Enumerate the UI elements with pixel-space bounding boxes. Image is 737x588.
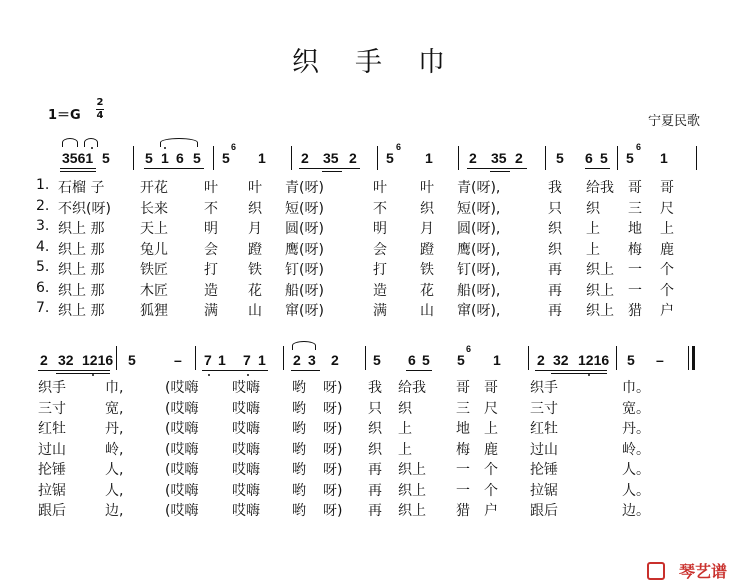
lyric-word: 1.: [36, 177, 50, 193]
beam: [38, 370, 110, 371]
lyric-word: 木匠: [140, 282, 168, 299]
lyric-word: 呀): [323, 421, 343, 437]
lyric-word: 6.: [36, 279, 50, 296]
key-signature: 1＝G: [48, 108, 81, 123]
lyric-word: 呀): [323, 482, 343, 499]
lyric-word: 山: [248, 303, 262, 319]
lyric-word: 梅: [628, 241, 642, 258]
beam: [585, 168, 610, 169]
lyric-word: (哎嗨: [165, 462, 199, 478]
lyric-word: 哎嗨: [232, 380, 260, 396]
lyric-word: 呀): [323, 400, 343, 417]
note: 6: [585, 150, 593, 166]
note: 5: [222, 150, 230, 166]
lyric-word: 织上 那: [58, 282, 105, 299]
high-octave-dot: [91, 147, 93, 149]
note: 32: [553, 352, 569, 368]
lyric-word: 满: [373, 303, 387, 319]
beam: [202, 370, 268, 371]
song-title: [0, 40, 737, 79]
note: 6: [408, 352, 416, 368]
lyric-word: 猎: [456, 503, 470, 519]
lyric-word: 青(呀),: [457, 180, 501, 196]
lyric-word: 尺: [484, 400, 498, 417]
lyric-word: 再: [548, 303, 562, 319]
lyric-word: 蹬: [420, 241, 434, 258]
lyric-word: 给我: [398, 380, 426, 396]
lyric-word: 兔儿: [140, 241, 168, 258]
lyric-word: 铁匠: [140, 262, 168, 278]
slur: [292, 341, 316, 350]
watermark-logo: 琴艺谱: [678, 562, 727, 581]
lyric-word: 个: [484, 462, 498, 478]
barline: [213, 146, 214, 170]
lyric-word: 岭,: [105, 441, 124, 458]
beam: [551, 373, 607, 374]
barline: [458, 146, 459, 170]
lyric-word: 梅: [456, 441, 470, 458]
title-char: 手: [355, 47, 382, 78]
barline: [195, 346, 196, 370]
lyric-word: 5.: [36, 259, 50, 275]
lyric-word: 上: [398, 421, 412, 437]
lyric-word: 只: [548, 200, 562, 217]
lyric-word: 过山: [38, 441, 66, 458]
note: –: [174, 352, 182, 368]
lyric-word: 人,: [105, 462, 124, 478]
lyric-word: (哎嗨: [165, 380, 199, 396]
barline: [696, 146, 697, 170]
note: 5: [422, 352, 430, 368]
barline: [545, 146, 546, 170]
note: 35: [323, 150, 339, 166]
lyric-word: 哟: [292, 441, 306, 458]
lyric-word: 哟: [292, 462, 306, 478]
lyric-word: 户: [660, 303, 674, 319]
lyric-word: 人,: [105, 482, 124, 499]
lyric-word: 给我: [586, 180, 614, 196]
lyric-word: 3.: [36, 218, 50, 234]
low-octave-dot: [588, 374, 590, 376]
note: 5: [128, 352, 136, 368]
lyric-word: 哥: [456, 380, 470, 396]
lyric-word: 织上: [586, 282, 614, 299]
lyric-word: 织: [586, 200, 600, 217]
lyric-word: 明: [204, 221, 218, 237]
final-barline-thick: [692, 346, 695, 370]
lyric-word: 哟: [292, 503, 306, 519]
note: –: [656, 352, 664, 368]
lyric-word: 三寸: [530, 400, 558, 417]
lyric-word: 窜(呀),: [457, 303, 501, 319]
lyric-word: 哥: [484, 380, 498, 396]
low-octave-dot: [247, 374, 249, 376]
lyric-word: 拉锯: [38, 482, 66, 499]
lyric-word: 铁: [420, 262, 434, 278]
lyric-word: 哎嗨: [232, 400, 260, 417]
note: 2: [331, 352, 339, 368]
lyric-word: 会: [204, 241, 218, 258]
lyric-word: 红牡: [38, 421, 66, 437]
lyric-word: (哎嗨: [165, 482, 199, 499]
note: 5: [145, 150, 153, 166]
lyric-word: (哎嗨: [165, 441, 199, 458]
grace-note: 6: [466, 344, 472, 354]
beam: [56, 373, 110, 374]
lyric-word: 抡锤: [38, 462, 66, 478]
note: 5: [457, 352, 465, 368]
lyric-word: 织上 那: [58, 221, 105, 237]
lyric-word: 人。: [622, 482, 650, 499]
lyric-word: 人。: [622, 462, 650, 478]
lyric-word: 红牡: [530, 421, 558, 437]
barline: [116, 346, 117, 370]
time-signature: [96, 98, 104, 121]
lyric-word: 抡锤: [530, 462, 558, 478]
lyric-word: 再: [368, 462, 382, 478]
lyric-word: 月: [420, 221, 434, 237]
lyric-word: 跟后: [38, 503, 66, 519]
note: 35: [491, 150, 507, 166]
lyric-word: 哥: [660, 180, 674, 196]
lyric-word: 圆(呀): [285, 221, 324, 237]
lyric-word: 再: [368, 503, 382, 519]
lyric-word: 我: [368, 380, 382, 396]
note: 1: [660, 150, 668, 166]
lyric-word: 短(呀): [285, 200, 324, 217]
note: 2: [301, 150, 309, 166]
lyric-word: 织上: [586, 303, 614, 319]
lyric-word: 鹰(呀): [285, 241, 324, 258]
note: 5: [556, 150, 564, 166]
high-octave-dot: [164, 147, 166, 149]
lyric-word: 织上 那: [58, 241, 105, 258]
lyric-word: 短(呀),: [457, 200, 501, 217]
beam: [144, 168, 204, 169]
low-octave-dot: [208, 374, 210, 376]
lyric-word: 过山: [530, 441, 558, 458]
lyric-word: 织: [368, 441, 382, 458]
lyric-word: 个: [660, 282, 674, 299]
note: 32: [58, 352, 74, 368]
lyric-word: 边,: [105, 503, 124, 519]
lyric-word: 哎嗨: [232, 421, 260, 437]
note: 2: [537, 352, 545, 368]
lyric-word: 哟: [292, 482, 306, 499]
lyric-word: 呀): [323, 380, 343, 396]
barline: [133, 146, 134, 170]
lyric-word: 织手: [530, 380, 558, 396]
lyric-word: 天上: [140, 221, 168, 237]
lyric-word: 三寸: [38, 400, 66, 417]
lyric-word: 船(呀): [285, 282, 324, 299]
lyric-word: 造: [204, 282, 218, 299]
title-char: 织: [292, 47, 319, 78]
note: 1: [425, 150, 433, 166]
lyric-word: 上: [660, 221, 674, 237]
lyric-word: 钉(呀),: [457, 262, 501, 278]
lyric-word: 明: [373, 221, 387, 237]
note: 2: [293, 352, 301, 368]
lyric-word: 叶: [204, 180, 218, 196]
lyric-word: 哎嗨: [232, 441, 260, 458]
note: 5: [373, 352, 381, 368]
lyric-word: 蹬: [248, 241, 262, 258]
lyric-word: 不织(呀): [58, 200, 111, 217]
lyric-word: 青(呀): [285, 180, 324, 196]
lyric-word: 个: [484, 482, 498, 499]
slur: [84, 138, 98, 147]
lyric-word: 上: [586, 221, 600, 237]
lyric-word: 哎嗨: [232, 462, 260, 478]
lyric-word: 满: [204, 303, 218, 319]
lyric-word: 一: [456, 482, 470, 499]
lyric-word: (哎嗨: [165, 400, 199, 417]
lyric-word: 织手: [38, 380, 66, 396]
lyric-word: 边。: [622, 503, 650, 519]
note: 2: [349, 150, 357, 166]
lyric-word: 2.: [36, 197, 50, 214]
lyric-word: 叶: [248, 180, 262, 196]
lyric-word: 叶: [373, 180, 387, 196]
lyric-word: 花: [420, 282, 434, 299]
lyric-word: 猎: [628, 303, 642, 319]
note: 6: [176, 150, 184, 166]
barline: [365, 346, 366, 370]
qinyipu-logo-icon: [647, 562, 665, 580]
note: 2: [40, 352, 48, 368]
lyric-word: 我: [548, 180, 562, 196]
lyric-word: 织上: [398, 503, 426, 519]
note: 1: [258, 150, 266, 166]
lyric-word: 哎嗨: [232, 503, 260, 519]
beam: [535, 370, 607, 371]
lyric-word: (哎嗨: [165, 503, 199, 519]
note: 2: [515, 150, 523, 166]
lyric-word: 一: [628, 262, 642, 278]
note: 2: [469, 150, 477, 166]
lyric-word: 鹿: [660, 241, 674, 258]
lyric-word: 呀): [323, 503, 343, 519]
lyric-word: 织: [368, 421, 382, 437]
lyric-word: 鹰(呀),: [457, 241, 501, 258]
lyric-word: 上: [484, 421, 498, 437]
lyric-word: 长来: [140, 200, 168, 217]
song-source: 宁夏民歌: [648, 114, 701, 129]
lyric-word: 哟: [292, 400, 306, 417]
beam: [291, 370, 320, 371]
barline: [616, 346, 617, 370]
lyric-word: 花: [248, 282, 262, 299]
lyric-word: 丹。: [622, 421, 650, 437]
lyric-word: 织: [398, 400, 412, 417]
lyric-word: 铁: [248, 262, 262, 278]
lyric-word: 开花: [140, 180, 168, 196]
slur: [62, 138, 78, 147]
barline: [291, 146, 292, 170]
lyric-word: 哟: [292, 421, 306, 437]
lyric-word: 哟: [292, 380, 306, 396]
beam: [467, 168, 527, 169]
lyric-word: 呀): [323, 441, 343, 458]
slur: [160, 138, 198, 147]
beam: [60, 171, 96, 172]
lyric-word: 7.: [36, 300, 50, 316]
lyric-word: 上: [586, 241, 600, 258]
lyric-word: 石榴 子: [58, 180, 105, 196]
time-sig-bottom: 4: [96, 110, 104, 121]
lyric-word: 织上: [398, 482, 426, 499]
lyric-word: 哥: [628, 180, 642, 196]
grace-note: 6: [396, 142, 402, 152]
low-octave-dot: [92, 374, 94, 376]
beam: [406, 370, 432, 371]
lyric-word: 巾,: [105, 380, 124, 396]
beam: [60, 168, 96, 169]
lyric-word: 再: [548, 282, 562, 299]
note: 5: [386, 150, 394, 166]
barline: [528, 346, 529, 370]
lyric-word: 个: [660, 262, 674, 278]
grace-note: 6: [231, 142, 237, 152]
lyric-word: 呀): [323, 462, 343, 478]
note: 3: [308, 352, 316, 368]
lyric-word: 织上: [398, 462, 426, 478]
lyric-word: 会: [373, 241, 387, 258]
note: 1: [258, 352, 266, 368]
note: 5: [626, 150, 634, 166]
lyric-word: 再: [368, 482, 382, 499]
lyric-word: 地: [628, 221, 642, 237]
note: 5: [193, 150, 201, 166]
lyric-word: 不: [204, 200, 218, 217]
lyric-word: 一: [628, 282, 642, 299]
lyric-word: 尺: [660, 200, 674, 217]
lyric-word: 织: [248, 200, 262, 217]
note: 7: [204, 352, 212, 368]
lyric-word: 圆(呀),: [457, 221, 501, 237]
lyric-word: 狐狸: [140, 303, 168, 319]
lyric-word: 叶: [420, 180, 434, 196]
lyric-word: 织上 那: [58, 303, 105, 319]
lyric-word: 一: [456, 462, 470, 478]
lyric-word: 地: [456, 421, 470, 437]
time-sig-top: 2: [96, 97, 104, 108]
beam: [299, 168, 360, 169]
lyric-word: 巾。: [622, 380, 650, 396]
lyric-word: 只: [368, 400, 382, 417]
lyric-word: 4.: [36, 238, 50, 255]
lyric-word: 织: [420, 200, 434, 217]
lyric-word: 打: [373, 262, 387, 278]
note: 5: [600, 150, 608, 166]
lyric-word: 三: [628, 200, 642, 217]
barline: [617, 146, 618, 170]
lyric-word: 再: [548, 262, 562, 278]
barline: [283, 346, 284, 370]
lyric-word: 户: [484, 503, 498, 519]
lyric-word: 三: [456, 400, 470, 417]
note: 3561: [62, 150, 94, 166]
note: 5: [627, 352, 635, 368]
lyric-word: 岭。: [622, 441, 650, 458]
lyric-word: 丹,: [105, 421, 124, 437]
lyric-word: 跟后: [530, 503, 558, 519]
lyric-word: 打: [204, 262, 218, 278]
lyric-word: 鹿: [484, 441, 498, 458]
title-char: 巾: [418, 47, 445, 78]
lyric-word: 织上: [586, 262, 614, 278]
note: 1216: [82, 352, 114, 368]
lyric-word: 船(呀),: [457, 282, 501, 299]
lyric-word: 造: [373, 282, 387, 299]
grace-note: 6: [636, 142, 642, 152]
lyric-word: 织: [548, 241, 562, 258]
lyric-word: 织: [548, 221, 562, 237]
beam: [322, 171, 342, 172]
lyric-word: 宽,: [105, 400, 124, 417]
note: 1: [493, 352, 501, 368]
final-barline: [688, 346, 689, 370]
note: 1: [161, 150, 169, 166]
lyric-word: 不: [373, 200, 387, 217]
note: 7: [243, 352, 251, 368]
note: 1216: [578, 352, 610, 368]
lyric-word: 山: [420, 303, 434, 319]
lyric-word: 拉锯: [530, 482, 558, 499]
note: 5: [102, 150, 110, 166]
lyric-word: (哎嗨: [165, 421, 199, 437]
beam: [490, 171, 510, 172]
barline: [377, 146, 378, 170]
lyric-word: 月: [248, 221, 262, 237]
lyric-word: 钉(呀): [285, 262, 324, 278]
lyric-word: 织上 那: [58, 262, 105, 278]
note: 1: [218, 352, 226, 368]
lyric-word: 哎嗨: [232, 482, 260, 499]
lyric-word: 宽。: [622, 400, 650, 417]
lyric-word: 窜(呀): [285, 303, 324, 319]
lyric-word: 上: [398, 441, 412, 458]
